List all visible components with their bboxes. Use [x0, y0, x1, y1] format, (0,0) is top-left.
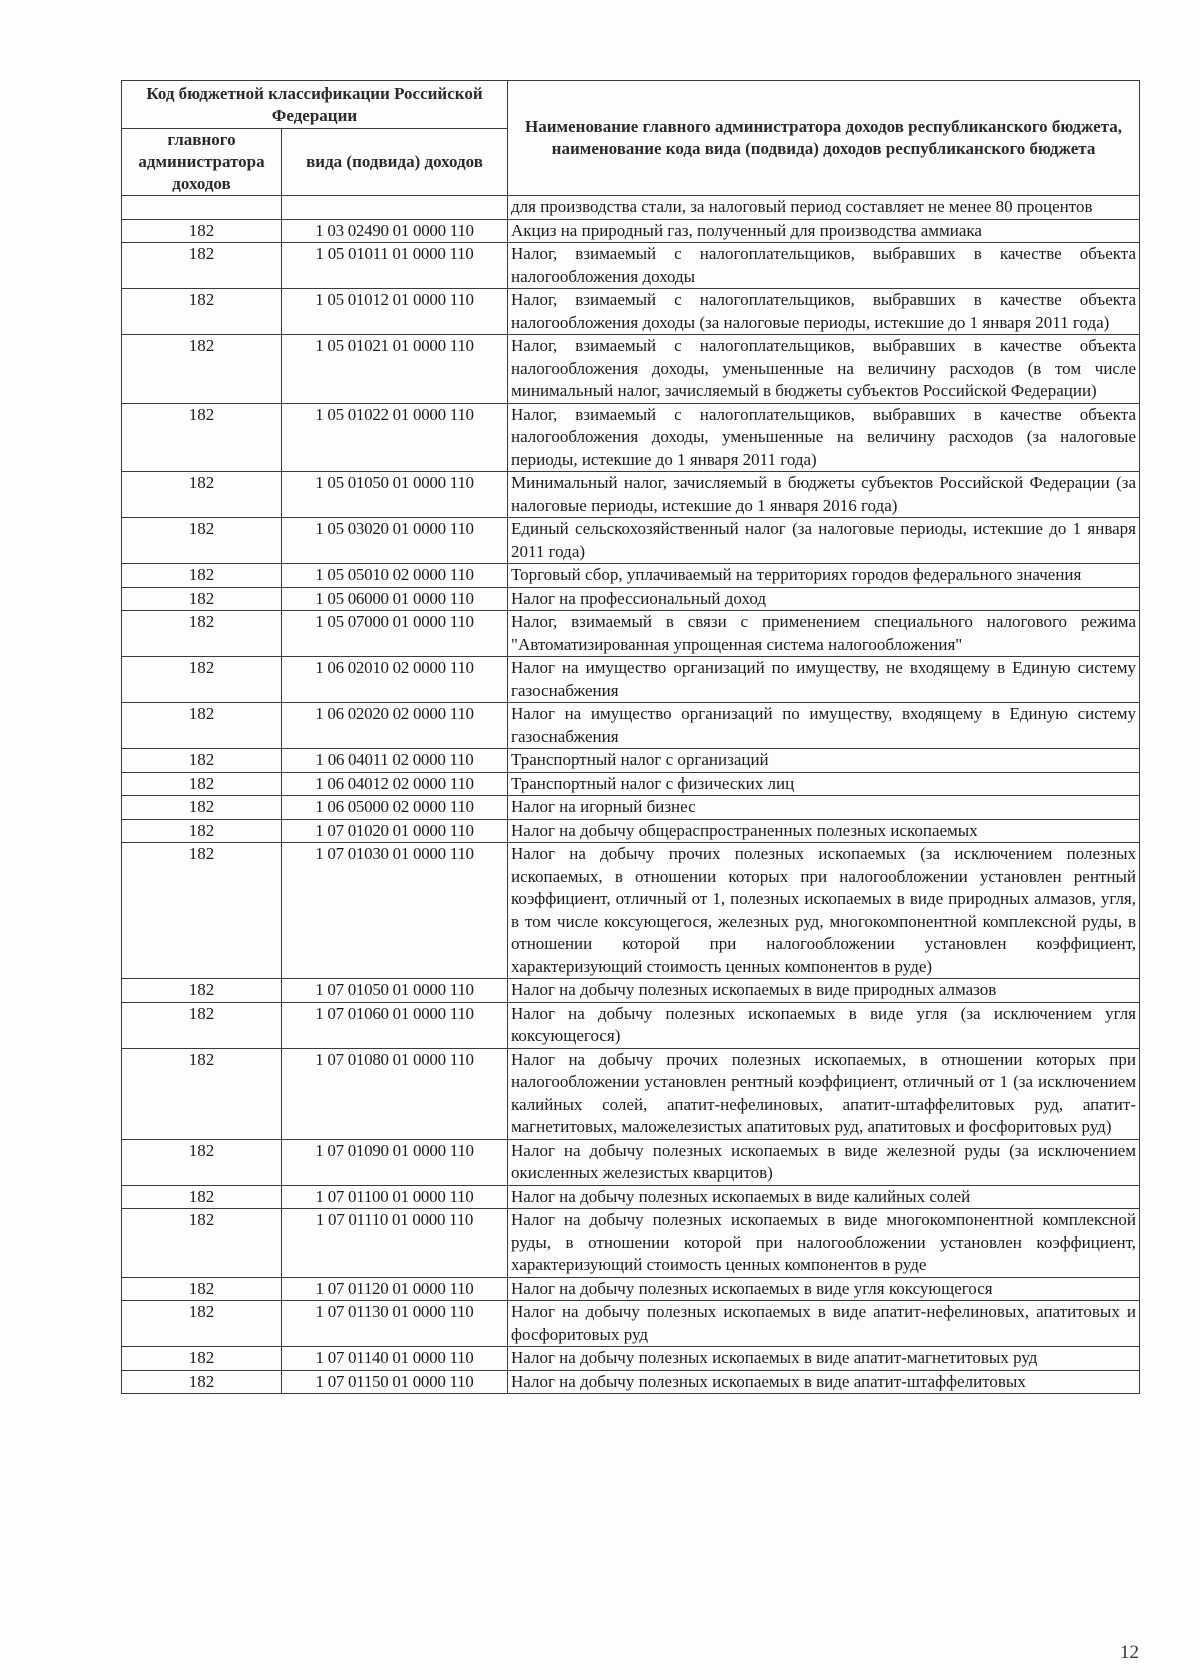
income-code-cell: 1 07 01150 01 0000 110 [282, 1370, 508, 1394]
income-name-cell: Налог на добычу полезных ископаемых в виде железной руды (за исключением окисленных железистых кварцитов) [508, 1139, 1140, 1185]
income-name-cell: Налог, взимаемый с налогоплательщиков, выбравших в качестве объекта налогообложения доходы [508, 243, 1140, 289]
table-row [122, 243, 1140, 289]
income-code-cell: 1 07 01130 01 0000 110 [282, 1301, 508, 1347]
header-admin-code: главного администратора доходов [122, 129, 282, 196]
income-code-cell: 1 05 01021 01 0000 110 [282, 335, 508, 404]
income-name-cell: Налог на добычу полезных ископаемых в виде угля коксующегося [508, 1277, 1140, 1301]
income-name-cell: Налог на добычу прочих полезных ископаемых, в отношении которых при налогообложении установлен рентный коэффициент, отличный от 1 (за исключением калийных солей, апатит-нефелиновых, апатит-штаффелитовых руд, апатит-магнетитовых, маложелезистых апатитовых руд, апатитовых и фосфоритовых руд) [508, 1048, 1140, 1139]
admin-code-cell: 182 [122, 403, 282, 472]
income-code-cell: 1 05 05010 02 0000 110 [282, 564, 508, 588]
income-code-cell: 1 07 01120 01 0000 110 [282, 1277, 508, 1301]
table-header [122, 81, 1140, 196]
income-code-cell: 1 07 01140 01 0000 110 [282, 1347, 508, 1371]
table-body [122, 196, 1140, 1394]
admin-code-cell: 182 [122, 657, 282, 703]
income-name-cell: Налог на имущество организаций по имуществу, входящему в Единую систему газоснабжения [508, 703, 1140, 749]
table-row [122, 1185, 1140, 1209]
income-name-cell: Налог на добычу полезных ископаемых в виде апатит-нефелиновых, апатитовых и фосфоритовых руд [508, 1301, 1140, 1347]
income-code-cell: 1 07 01090 01 0000 110 [282, 1139, 508, 1185]
table-row [122, 403, 1140, 472]
table-row [122, 1347, 1140, 1371]
admin-code-cell: 182 [122, 1347, 282, 1371]
budget-classification-table [121, 80, 1140, 1394]
admin-code-cell: 182 [122, 243, 282, 289]
income-code-cell: 1 05 01050 01 0000 110 [282, 472, 508, 518]
income-code-cell: 1 05 06000 01 0000 110 [282, 587, 508, 611]
table-row [122, 587, 1140, 611]
admin-code-cell: 182 [122, 796, 282, 820]
income-name-cell: Единый сельскохозяйственный налог (за налоговые периоды, истекшие до 1 января 2011 года) [508, 518, 1140, 564]
admin-code-cell: 182 [122, 1048, 282, 1139]
table-row [122, 611, 1140, 657]
table-row [122, 289, 1140, 335]
admin-code-cell: 182 [122, 219, 282, 243]
income-name-cell: Налог на профессиональный доход [508, 587, 1140, 611]
table-row [122, 819, 1140, 843]
table-row [122, 1301, 1140, 1347]
income-name-cell: Налог на добычу полезных ископаемых в виде природных алмазов [508, 979, 1140, 1003]
table-row [122, 657, 1140, 703]
income-code-cell: 1 03 02490 01 0000 110 [282, 219, 508, 243]
table-row [122, 472, 1140, 518]
table-row [122, 196, 1140, 220]
admin-code-cell: 182 [122, 1002, 282, 1048]
income-code-cell: 1 05 03020 01 0000 110 [282, 518, 508, 564]
income-name-cell: Транспортный налог с физических лиц [508, 772, 1140, 796]
income-code-cell: 1 06 02010 02 0000 110 [282, 657, 508, 703]
income-code-cell: 1 06 02020 02 0000 110 [282, 703, 508, 749]
admin-code-cell: 182 [122, 1209, 282, 1278]
income-name-cell: Налог на добычу полезных ископаемых в виде калийных солей [508, 1185, 1140, 1209]
income-code-cell: 1 06 04011 02 0000 110 [282, 749, 508, 773]
income-name-cell: Торговый сбор, уплачиваемый на территориях городов федерального значения [508, 564, 1140, 588]
admin-code-cell: 182 [122, 703, 282, 749]
admin-code-cell: 182 [122, 772, 282, 796]
table-row [122, 772, 1140, 796]
admin-code-cell: 182 [122, 611, 282, 657]
income-name-cell: Налог на добычу прочих полезных ископаемых (за исключением полезных ископаемых, в отношении которых при налогообложении установлен рентный коэффициент, отличный от 1, полезных ископаемых в виде природных алмазов, угля, в том числе коксующегося, железных руд, многокомпонентной комплексной руды, в отношении которой при налогообложении установлен коэффициент, характеризующий стоимость ценных компонентов в руде) [508, 843, 1140, 979]
income-code-cell: 1 07 01100 01 0000 110 [282, 1185, 508, 1209]
income-name-cell: Налог на добычу полезных ископаемых в виде угля (за исключением угля коксующегося) [508, 1002, 1140, 1048]
header-code-group: Код бюджетной классификации Российской Федерации [122, 81, 508, 129]
admin-code-cell: 182 [122, 564, 282, 588]
income-code-cell: 1 05 01022 01 0000 110 [282, 403, 508, 472]
admin-code-cell: 182 [122, 843, 282, 979]
income-code-cell: 1 05 01012 01 0000 110 [282, 289, 508, 335]
income-name-cell: Акциз на природный газ, полученный для производства аммиака [508, 219, 1140, 243]
income-code-cell: 1 06 05000 02 0000 110 [282, 796, 508, 820]
income-code-cell: 1 07 01080 01 0000 110 [282, 1048, 508, 1139]
income-code-cell: 1 07 01060 01 0000 110 [282, 1002, 508, 1048]
table-row [122, 703, 1140, 749]
admin-code-cell: 182 [122, 1139, 282, 1185]
table-row [122, 1002, 1140, 1048]
admin-code-cell: 182 [122, 289, 282, 335]
table-row [122, 1277, 1140, 1301]
income-name-cell: Налог, взимаемый с налогоплательщиков, выбравших в качестве объекта налогообложения доходы, уменьшенные на величину расходов (за налоговые периоды, истекшие до 1 января 2011 года) [508, 403, 1140, 472]
admin-code-cell: 182 [122, 518, 282, 564]
income-name-cell: Налог на добычу полезных ископаемых в виде апатит-штаффелитовых [508, 1370, 1140, 1394]
table-row [122, 749, 1140, 773]
table-row [122, 843, 1140, 979]
income-name-cell: для производства стали, за налоговый период составляет не менее 80 процентов [508, 196, 1140, 220]
income-code-cell: 1 05 07000 01 0000 110 [282, 611, 508, 657]
admin-code-cell: 182 [122, 749, 282, 773]
income-code-cell: 1 06 04012 02 0000 110 [282, 772, 508, 796]
admin-code-cell: 182 [122, 819, 282, 843]
header-income-code: вида (подвида) доходов [282, 129, 508, 196]
income-name-cell: Налог, взимаемый с налогоплательщиков, выбравших в качестве объекта налогообложения доходы, уменьшенные на величину расходов (в том числе минимальный налог, зачисляемый в бюджеты субъектов Российской Федерации) [508, 335, 1140, 404]
income-name-cell: Налог на имущество организаций по имуществу, не входящему в Единую систему газоснабжения [508, 657, 1140, 703]
income-name-cell: Минимальный налог, зачисляемый в бюджеты субъектов Российской Федерации (за налоговые периоды, истекшие до 1 января 2016 года) [508, 472, 1140, 518]
income-code-cell: 1 07 01050 01 0000 110 [282, 979, 508, 1003]
admin-code-cell: 182 [122, 1277, 282, 1301]
admin-code-cell: 182 [122, 335, 282, 404]
admin-code-cell: 182 [122, 1185, 282, 1209]
table-row [122, 219, 1140, 243]
admin-code-cell: 182 [122, 472, 282, 518]
table-row [122, 564, 1140, 588]
table-row [122, 1048, 1140, 1139]
admin-code-cell: 182 [122, 1370, 282, 1394]
admin-code-cell [122, 196, 282, 220]
income-code-cell: 1 07 01030 01 0000 110 [282, 843, 508, 979]
income-name-cell: Налог на добычу полезных ископаемых в виде апатит-магнетитовых руд [508, 1347, 1140, 1371]
header-name: Наименование главного администратора доходов республиканского бюджета, наименование кода вида (подвида) доходов республиканского бюджета [508, 81, 1140, 196]
page-number: 12 [1120, 1642, 1139, 1663]
income-code-cell: 1 07 01110 01 0000 110 [282, 1209, 508, 1278]
admin-code-cell: 182 [122, 587, 282, 611]
income-name-cell: Налог, взимаемый с налогоплательщиков, выбравших в качестве объекта налогообложения доходы (за налоговые периоды, истекшие до 1 января 2011 года) [508, 289, 1140, 335]
income-code-cell: 1 05 01011 01 0000 110 [282, 243, 508, 289]
income-code-cell [282, 196, 508, 220]
table-row [122, 796, 1140, 820]
income-name-cell: Транспортный налог с организаций [508, 749, 1140, 773]
table-row [122, 518, 1140, 564]
table-row [122, 1139, 1140, 1185]
income-name-cell: Налог на добычу общераспространенных полезных ископаемых [508, 819, 1140, 843]
income-code-cell: 1 07 01020 01 0000 110 [282, 819, 508, 843]
table-row [122, 979, 1140, 1003]
admin-code-cell: 182 [122, 1301, 282, 1347]
table-row [122, 1370, 1140, 1394]
income-name-cell: Налог на игорный бизнес [508, 796, 1140, 820]
table-row [122, 1209, 1140, 1278]
income-name-cell: Налог на добычу полезных ископаемых в виде многокомпонентной комплексной руды, в отношении которой при налогообложении установлен коэффициент, характеризующий стоимость ценных компонентов в руде [508, 1209, 1140, 1278]
income-name-cell: Налог, взимаемый в связи с применением специального налогового режима "Автоматизированная упрощенная система налогообложения" [508, 611, 1140, 657]
table-row [122, 335, 1140, 404]
admin-code-cell: 182 [122, 979, 282, 1003]
